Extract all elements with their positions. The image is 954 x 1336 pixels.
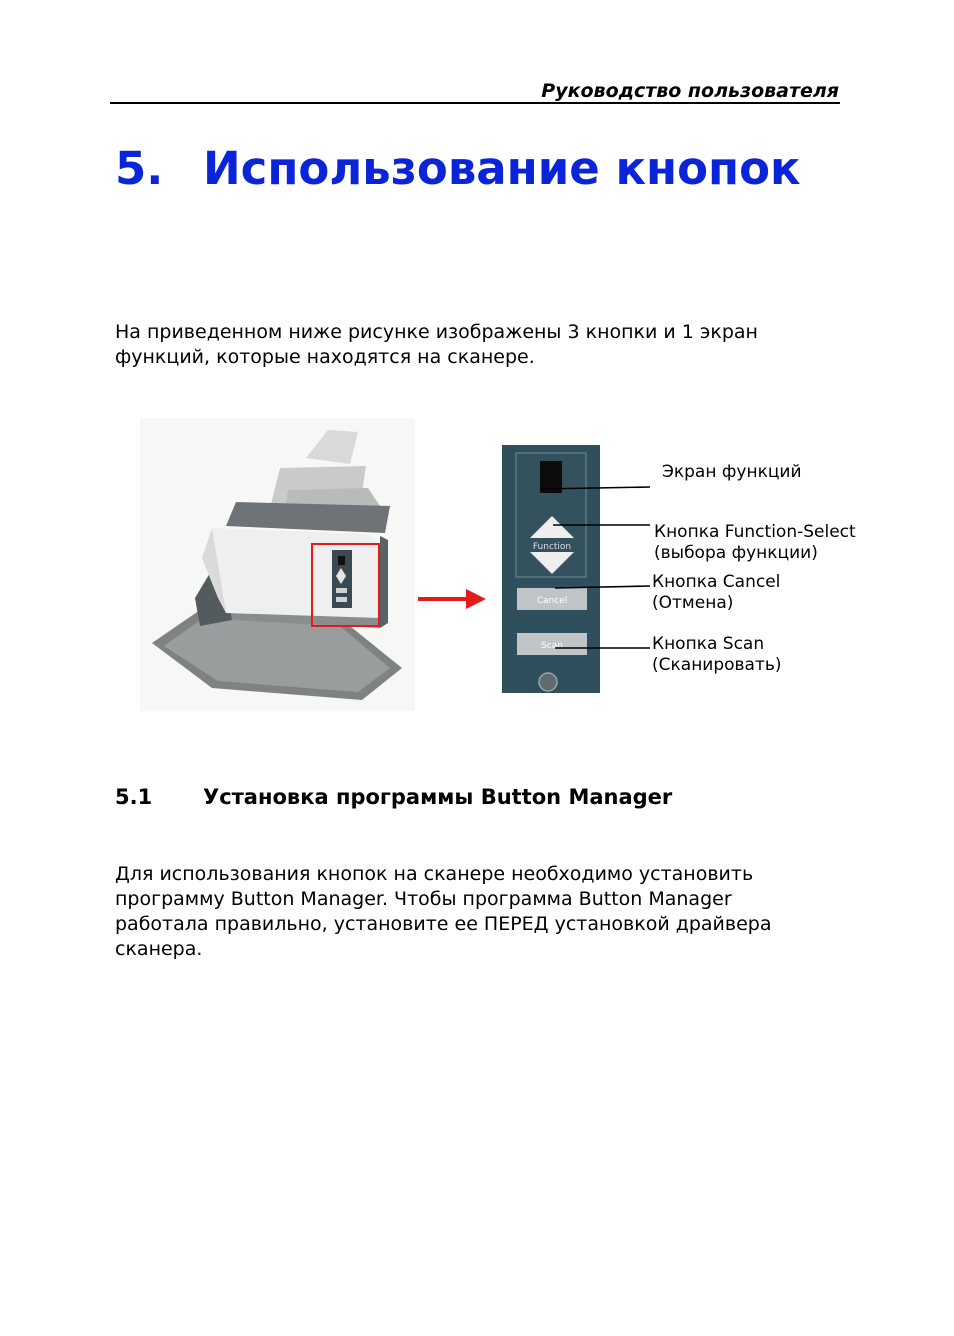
callout-cancel bbox=[652, 572, 780, 614]
chapter-title: Использование кнопок bbox=[203, 142, 801, 195]
header-title: Руководство пользователя bbox=[541, 80, 839, 102]
callout-line: (выбора функции) bbox=[654, 543, 818, 563]
header-rule bbox=[110, 102, 840, 104]
callout-scan bbox=[652, 634, 782, 676]
callout-line: Кнопка Function-Select bbox=[654, 522, 856, 542]
body-line: работала правильно, установите ее ПЕРЕД установкой драйвера bbox=[115, 913, 772, 935]
callout-line: Кнопка Cancel bbox=[652, 572, 781, 592]
section-heading bbox=[115, 785, 672, 809]
chapter-heading bbox=[115, 142, 801, 195]
body-line: сканера. bbox=[115, 938, 203, 960]
body-line: программу Button Manager. Чтобы программа Button Manager bbox=[115, 888, 732, 910]
callout-line: (Сканировать) bbox=[652, 655, 782, 675]
intro-paragraph bbox=[115, 320, 835, 370]
section-title: Установка программы Button Manager bbox=[203, 785, 673, 809]
panel-cancel-label: Cancel bbox=[536, 596, 568, 606]
callout-line: (Отмена) bbox=[652, 593, 734, 613]
panel-function-label: Function bbox=[532, 542, 572, 552]
button-panel-image bbox=[502, 445, 600, 693]
callout-line: Кнопка Scan bbox=[652, 634, 765, 654]
callout-function-screen bbox=[662, 462, 802, 483]
intro-line: функций, которые находятся на сканере. bbox=[115, 346, 535, 368]
body-line: Для использования кнопок на сканере необходимо установить bbox=[115, 863, 754, 885]
chapter-number: 5. bbox=[115, 142, 164, 195]
panel-scan-label: Scan bbox=[541, 641, 563, 651]
section-number: 5.1 bbox=[115, 785, 153, 809]
intro-line: На приведенном ниже рисунке изображены 3 кнопки и 1 экран bbox=[115, 321, 758, 343]
red-arrow-icon bbox=[418, 586, 488, 612]
callout-line: Экран функций bbox=[662, 462, 802, 482]
body-paragraph bbox=[115, 862, 835, 962]
callout-function-select bbox=[654, 522, 856, 564]
scanner-photo bbox=[140, 418, 415, 711]
